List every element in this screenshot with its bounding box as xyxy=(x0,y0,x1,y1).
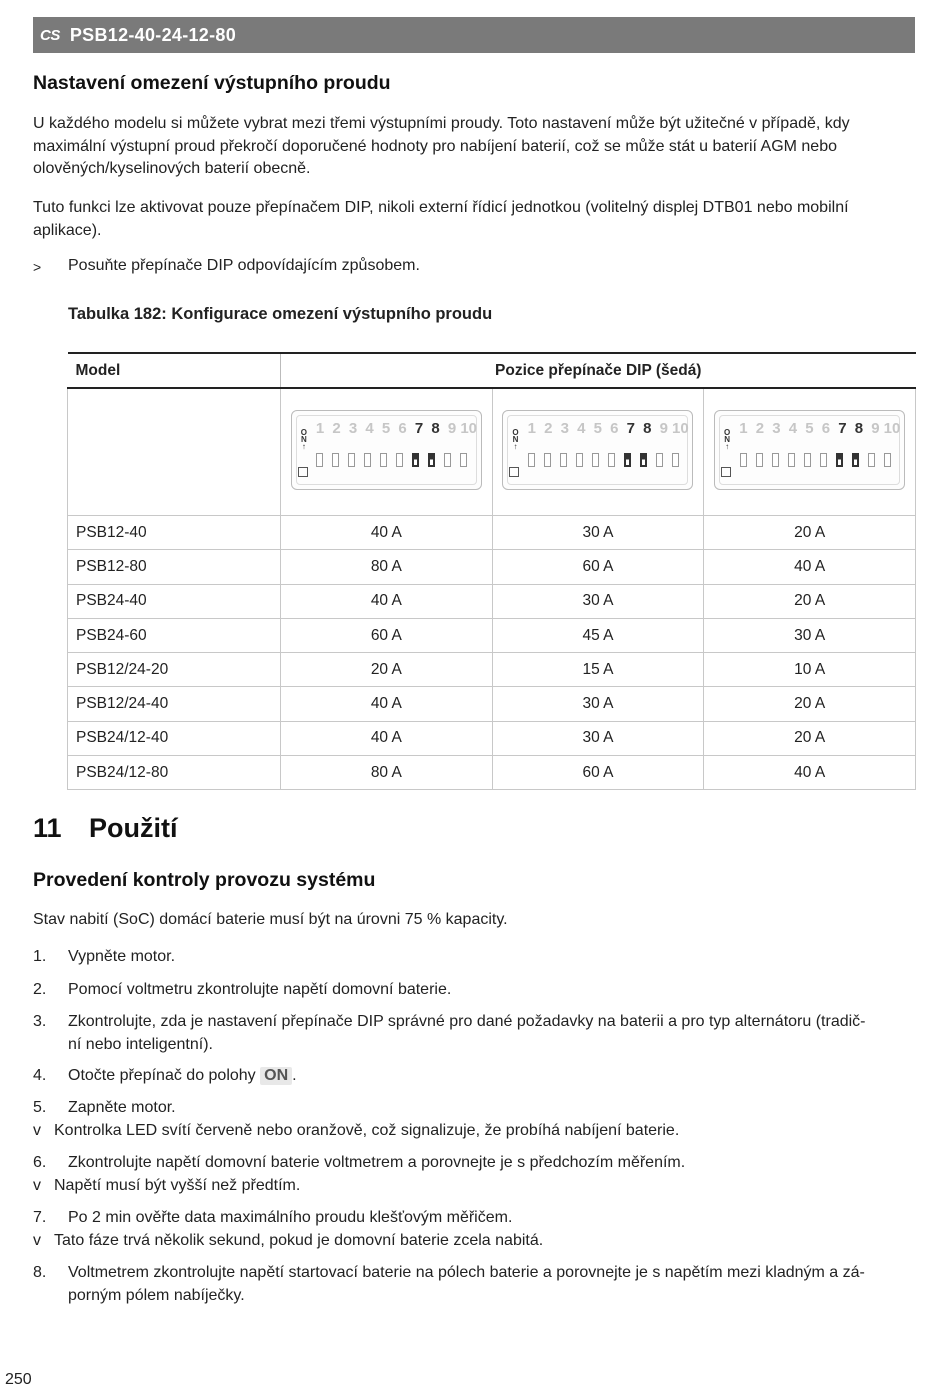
dip-switch-on xyxy=(428,453,435,467)
current-cell: 20 A xyxy=(704,687,916,721)
dip-diagram-cell xyxy=(492,388,704,516)
dip-number-label: 10 xyxy=(883,419,901,437)
step-text: Pomocí voltmetru zkontrolujte napětí domovní baterie. xyxy=(68,981,452,998)
action-text: Posuňte přepínače DIP odpovídajícím způsobem. xyxy=(68,257,420,274)
page-header xyxy=(33,17,915,53)
step-text: Voltmetrem zkontrolujte napětí startovací baterie na pólech baterie a porovnejte je s napětím mezi kladným a zá- xyxy=(68,1264,865,1281)
table-row xyxy=(68,687,916,721)
dip-switch-on xyxy=(852,453,859,467)
dip-number-label: 1 xyxy=(739,419,748,437)
dip-switch-off xyxy=(560,453,567,467)
current-cell: 40 A xyxy=(704,550,916,584)
current-cell: 20 A xyxy=(704,721,916,755)
dip-switch-off xyxy=(316,453,323,467)
dip-switch-diagram xyxy=(502,410,693,490)
table-row xyxy=(68,584,916,618)
dip-switch-off xyxy=(544,453,551,467)
step-text: Otočte přepínač do polohy ON . xyxy=(68,1067,297,1084)
dip-number-label: 1 xyxy=(527,419,536,437)
dip-switch-off xyxy=(444,453,451,467)
dip-switch-off xyxy=(672,453,679,467)
dip-number-label: 9 xyxy=(871,419,880,437)
dip-switch-off xyxy=(740,453,747,467)
dip-number-label: 2 xyxy=(544,419,553,437)
table-row xyxy=(68,618,916,652)
dip-switches xyxy=(312,453,472,471)
dip-switch-off xyxy=(884,453,891,467)
current-cell: 60 A xyxy=(281,618,493,652)
current-cell: 60 A xyxy=(492,756,704,790)
dip-number-label: 8 xyxy=(643,419,652,437)
dip-number-label: 2 xyxy=(755,419,765,437)
dip-switch-off xyxy=(656,453,663,467)
intro-paragraph: U každého modelu si můžete vybrat mezi třemi výstupními proudy. Toto nastavení může být užitečné v případě, kdy maximální výstupní proud překročí doporučené hodnoty pro nabíjení baterií, což se může stát u baterií AGM nebo olověných/kyselinových baterií obecně. xyxy=(33,115,850,177)
dip-number-label: 6 xyxy=(398,419,407,437)
current-cell: 40 A xyxy=(281,687,493,721)
dip-switch-off xyxy=(380,453,387,467)
dip-numbers xyxy=(312,420,477,437)
table-title: Tabulka 182: Konfigurace omezení výstupního proudu xyxy=(68,305,493,323)
dip-number-label: 3 xyxy=(348,419,358,437)
dip-switch-off xyxy=(608,453,615,467)
current-cell: 80 A xyxy=(281,550,493,584)
dip-on-label: O N ↑ xyxy=(512,427,519,451)
product-code: PSB12-40-24-12-80 xyxy=(69,24,237,45)
current-cell: 15 A xyxy=(492,653,704,687)
current-cell: 80 A xyxy=(281,756,493,790)
dip-number-label: 8 xyxy=(854,419,864,437)
dip-number-label: 3 xyxy=(772,419,781,437)
dip-switch-off xyxy=(576,453,583,467)
header-model: Model xyxy=(68,353,281,388)
dip-number-label: 2 xyxy=(332,419,341,437)
model-cell: PSB12/24-40 xyxy=(68,687,281,721)
chapter-number: 11 xyxy=(33,813,62,843)
current-cell: 40 A xyxy=(281,516,493,550)
model-cell: PSB24-40 xyxy=(68,584,281,618)
step-result: Kontrolka LED svítí červeně nebo oranžově, což signalizuje, že probíhá nabíjení baterie. xyxy=(54,1122,680,1139)
result-marker: v xyxy=(33,1122,41,1139)
step-text: Vypněte motor. xyxy=(68,948,176,965)
chapter-heading xyxy=(33,813,178,844)
step-text-continued: ní nebo inteligentní). xyxy=(68,1036,213,1053)
step-number: 6. xyxy=(33,1154,47,1171)
model-cell: PSB24/12-80 xyxy=(68,756,281,790)
on-position-badge: ON xyxy=(260,1067,292,1085)
current-cell: 60 A xyxy=(492,550,704,584)
dip-corner-marker xyxy=(298,467,308,477)
dip-number-label: 1 xyxy=(315,419,325,437)
dip-only-paragraph: Tuto funkci lze aktivovat pouze přepínačem DIP, nikoli externí řídicí jednotkou (volitelný displej DTB01 nebo mobilní aplikace). xyxy=(33,199,849,239)
dip-switch-diagram xyxy=(714,410,905,490)
table-row xyxy=(68,516,916,550)
step-number: 4. xyxy=(33,1067,47,1084)
model-cell: PSB12-80 xyxy=(68,550,281,584)
table-row xyxy=(68,721,916,755)
step-number: 7. xyxy=(33,1209,47,1226)
dip-corner-marker xyxy=(721,467,731,477)
dip-switch-off xyxy=(788,453,795,467)
step-result: Napětí musí být vyšší než předtím. xyxy=(54,1177,301,1194)
dip-number-label: 7 xyxy=(414,419,424,437)
dip-switch-off xyxy=(756,453,763,467)
current-cell: 40 A xyxy=(281,584,493,618)
dip-switch-diagram xyxy=(291,410,482,490)
model-cell: PSB24-60 xyxy=(68,618,281,652)
result-marker: v xyxy=(33,1177,41,1194)
dip-switches xyxy=(735,453,895,471)
current-cell: 20 A xyxy=(704,516,916,550)
current-cell: 30 A xyxy=(492,516,704,550)
dip-switch-off xyxy=(348,453,355,467)
dip-number-label: 4 xyxy=(788,419,798,437)
language-code: CS xyxy=(40,26,60,44)
dip-switch-off xyxy=(460,453,467,467)
dip-number-label: 5 xyxy=(381,419,391,437)
step-result: Tato fáze trvá několik sekund, pokud je domovní baterie zcela nabitá. xyxy=(54,1232,544,1249)
section-title-current-limit: Nastavení omezení výstupního proudu xyxy=(33,72,391,94)
dip-on-label: O N ↑ xyxy=(724,427,731,451)
dip-switch-off xyxy=(528,453,535,467)
current-cell: 30 A xyxy=(492,721,704,755)
model-cell: PSB12-40 xyxy=(68,516,281,550)
dip-switch-on xyxy=(640,453,647,467)
dip-number-label: 10 xyxy=(671,419,689,437)
dip-switch-on xyxy=(412,453,419,467)
table-row xyxy=(68,653,916,687)
dip-number-label: 9 xyxy=(659,419,668,437)
dip-switch-off xyxy=(772,453,779,467)
dip-on-label: O N ↑ xyxy=(300,427,307,451)
dip-number-label: 5 xyxy=(593,419,602,437)
dip-number-label: 7 xyxy=(626,419,635,437)
dip-diagram-cell xyxy=(281,388,493,516)
dip-number-label: 7 xyxy=(838,419,847,437)
step-text: Po 2 min ověřte data maximálního proudu klešťovým měřičem. xyxy=(68,1209,513,1226)
model-cell: PSB24/12-40 xyxy=(68,721,281,755)
dip-numbers xyxy=(735,420,900,437)
dip-number-label: 6 xyxy=(821,419,831,437)
step-number: 2. xyxy=(33,981,47,998)
current-cell: 20 A xyxy=(704,584,916,618)
dip-switch-on xyxy=(624,453,631,467)
dip-switches xyxy=(523,453,683,471)
step-text: Zkontrolujte, zda je nastavení přepínače DIP správné pro dané požadavky na baterii a pro typ alternátoru (tradič- xyxy=(68,1013,866,1030)
section-title-system-check: Provedení kontroly provozu systému xyxy=(33,869,376,891)
header-dip-position: Pozice přepínače DIP (šedá) xyxy=(281,353,916,388)
dip-number-label: 8 xyxy=(431,419,440,437)
table-row xyxy=(68,550,916,584)
step-text: Zkontrolujte napětí domovní baterie voltmetrem a porovnejte je s předchozím měřením. xyxy=(68,1154,686,1171)
current-cell: 30 A xyxy=(492,584,704,618)
dip-number-label: 4 xyxy=(365,419,374,437)
dip-switch-off xyxy=(820,453,827,467)
dip-switch-off xyxy=(868,453,875,467)
dip-number-label: 4 xyxy=(577,419,586,437)
step-text: Zapněte motor. xyxy=(68,1099,176,1116)
dip-numbers xyxy=(523,420,688,437)
step-number: 5. xyxy=(33,1099,47,1116)
dip-diagram-cell xyxy=(704,388,916,516)
current-cell: 30 A xyxy=(704,618,916,652)
dip-number-label: 5 xyxy=(805,419,814,437)
dip-switch-on xyxy=(836,453,843,467)
soc-intro: Stav nabití (SoC) domácí baterie musí být na úrovni 75 % kapacity. xyxy=(33,911,508,928)
step-number: 8. xyxy=(33,1264,47,1281)
dip-corner-marker xyxy=(509,467,519,477)
action-marker: > xyxy=(33,259,42,275)
current-limit-table xyxy=(67,352,916,790)
current-cell: 30 A xyxy=(492,687,704,721)
table-row xyxy=(68,756,916,790)
chapter-title: Použití xyxy=(89,813,178,843)
dip-diagram-row xyxy=(68,388,916,516)
current-cell: 45 A xyxy=(492,618,704,652)
current-cell: 10 A xyxy=(704,653,916,687)
page-number: 250 xyxy=(5,1371,32,1388)
result-marker: v xyxy=(33,1232,41,1249)
dip-number-label: 9 xyxy=(447,419,457,437)
step-number: 1. xyxy=(33,948,47,965)
dip-switch-off xyxy=(396,453,403,467)
current-cell: 20 A xyxy=(281,653,493,687)
current-cell: 40 A xyxy=(281,721,493,755)
dip-number-label: 6 xyxy=(610,419,619,437)
dip-switch-off xyxy=(332,453,339,467)
model-cell: PSB12/24-20 xyxy=(68,653,281,687)
dip-switch-off xyxy=(592,453,599,467)
step-number: 3. xyxy=(33,1013,47,1030)
dip-number-label: 3 xyxy=(560,419,569,437)
current-cell: 40 A xyxy=(704,756,916,790)
dip-switch-off xyxy=(364,453,371,467)
dip-switch-off xyxy=(804,453,811,467)
step-text-continued: porným pólem nabíječky. xyxy=(68,1287,245,1304)
dip-number-label: 10 xyxy=(460,419,478,437)
